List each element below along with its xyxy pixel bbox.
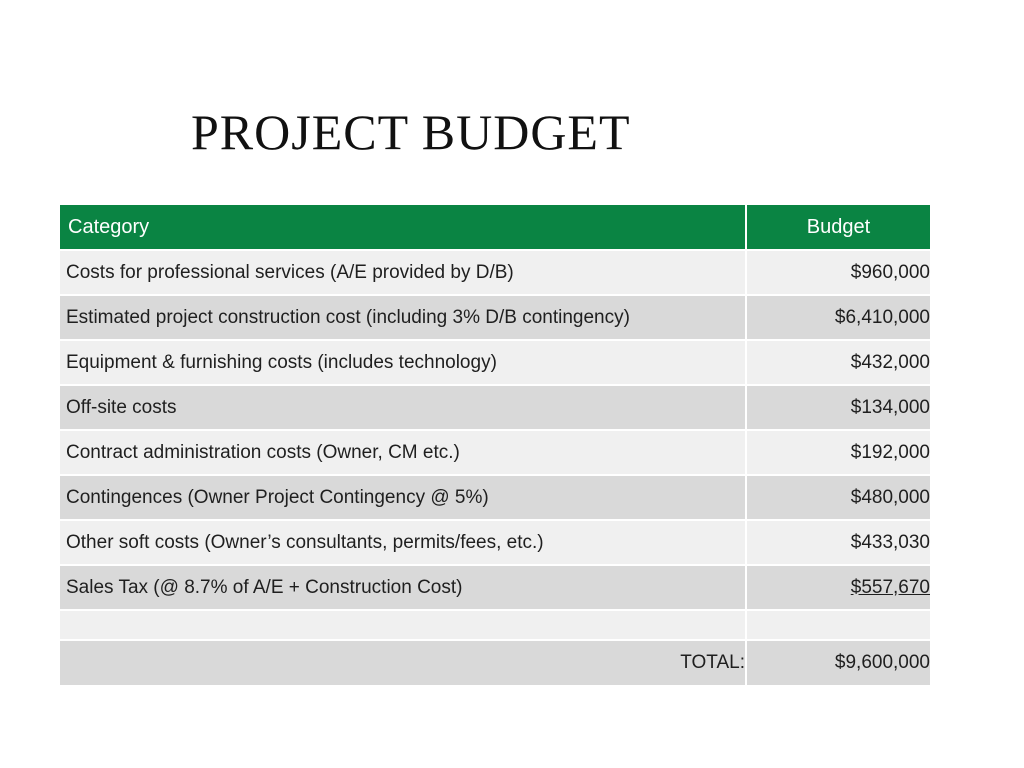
row-category-cell <box>60 340 746 385</box>
row-budget: $433,030 <box>850 531 930 553</box>
total-label-cell <box>60 640 746 685</box>
row-budget-cell <box>746 565 930 610</box>
header-category <box>60 205 746 250</box>
row-budget: $134,000 <box>850 396 930 418</box>
row-budget: $6,410,000 <box>834 306 930 328</box>
total-value-cell <box>746 640 930 685</box>
row-budget-cell <box>746 250 930 295</box>
budget-table <box>60 205 930 685</box>
row-category: Contract administration costs (Owner, CM etc.) <box>66 441 460 463</box>
table-row <box>60 565 930 610</box>
row-category-cell <box>60 475 746 520</box>
row-category: Contingences (Owner Project Contingency @ 5%) <box>66 486 489 508</box>
row-budget-cell <box>746 295 930 340</box>
table-header-row <box>60 205 930 250</box>
total-value: $9,600,000 <box>834 652 930 673</box>
total-row <box>60 640 930 685</box>
table-row <box>60 295 930 340</box>
table-row <box>60 520 930 565</box>
row-category-cell <box>60 295 746 340</box>
row-category: Equipment & furnishing costs (includes technology) <box>66 351 497 373</box>
total-label: TOTAL: <box>680 652 745 673</box>
spacer-row <box>60 610 930 640</box>
row-category-cell <box>60 250 746 295</box>
row-budget-cell <box>746 385 930 430</box>
row-budget: $432,000 <box>850 351 930 373</box>
row-budget: $480,000 <box>850 486 930 508</box>
row-category-cell <box>60 565 746 610</box>
row-budget: $192,000 <box>850 441 930 463</box>
row-budget: $557,670 <box>850 576 930 598</box>
row-budget-cell <box>746 430 930 475</box>
spacer-cell <box>60 610 746 640</box>
table-row <box>60 385 930 430</box>
row-category: Costs for professional services (A/E provided by D/B) <box>66 261 514 283</box>
row-category-cell <box>60 520 746 565</box>
row-budget-cell <box>746 520 930 565</box>
table-row <box>60 430 930 475</box>
page-title: PROJECT BUDGET <box>191 104 631 160</box>
row-budget-cell <box>746 475 930 520</box>
row-budget: $960,000 <box>850 261 930 283</box>
table-row <box>60 340 930 385</box>
row-category: Sales Tax (@ 8.7% of A/E + Construction Cost) <box>66 576 463 598</box>
row-category-cell <box>60 385 746 430</box>
row-budget-cell <box>746 340 930 385</box>
header-budget <box>746 205 930 250</box>
spacer-cell <box>746 610 930 640</box>
row-category: Off-site costs <box>66 396 177 418</box>
table-row <box>60 250 930 295</box>
table-row <box>60 475 930 520</box>
row-category-cell <box>60 430 746 475</box>
header-budget-label: Budget <box>806 215 871 238</box>
row-category: Other soft costs (Owner’s consultants, permits/fees, etc.) <box>66 531 544 553</box>
row-category: Estimated project construction cost (including 3% D/B contingency) <box>66 306 630 328</box>
header-category-label: Category <box>68 215 150 238</box>
